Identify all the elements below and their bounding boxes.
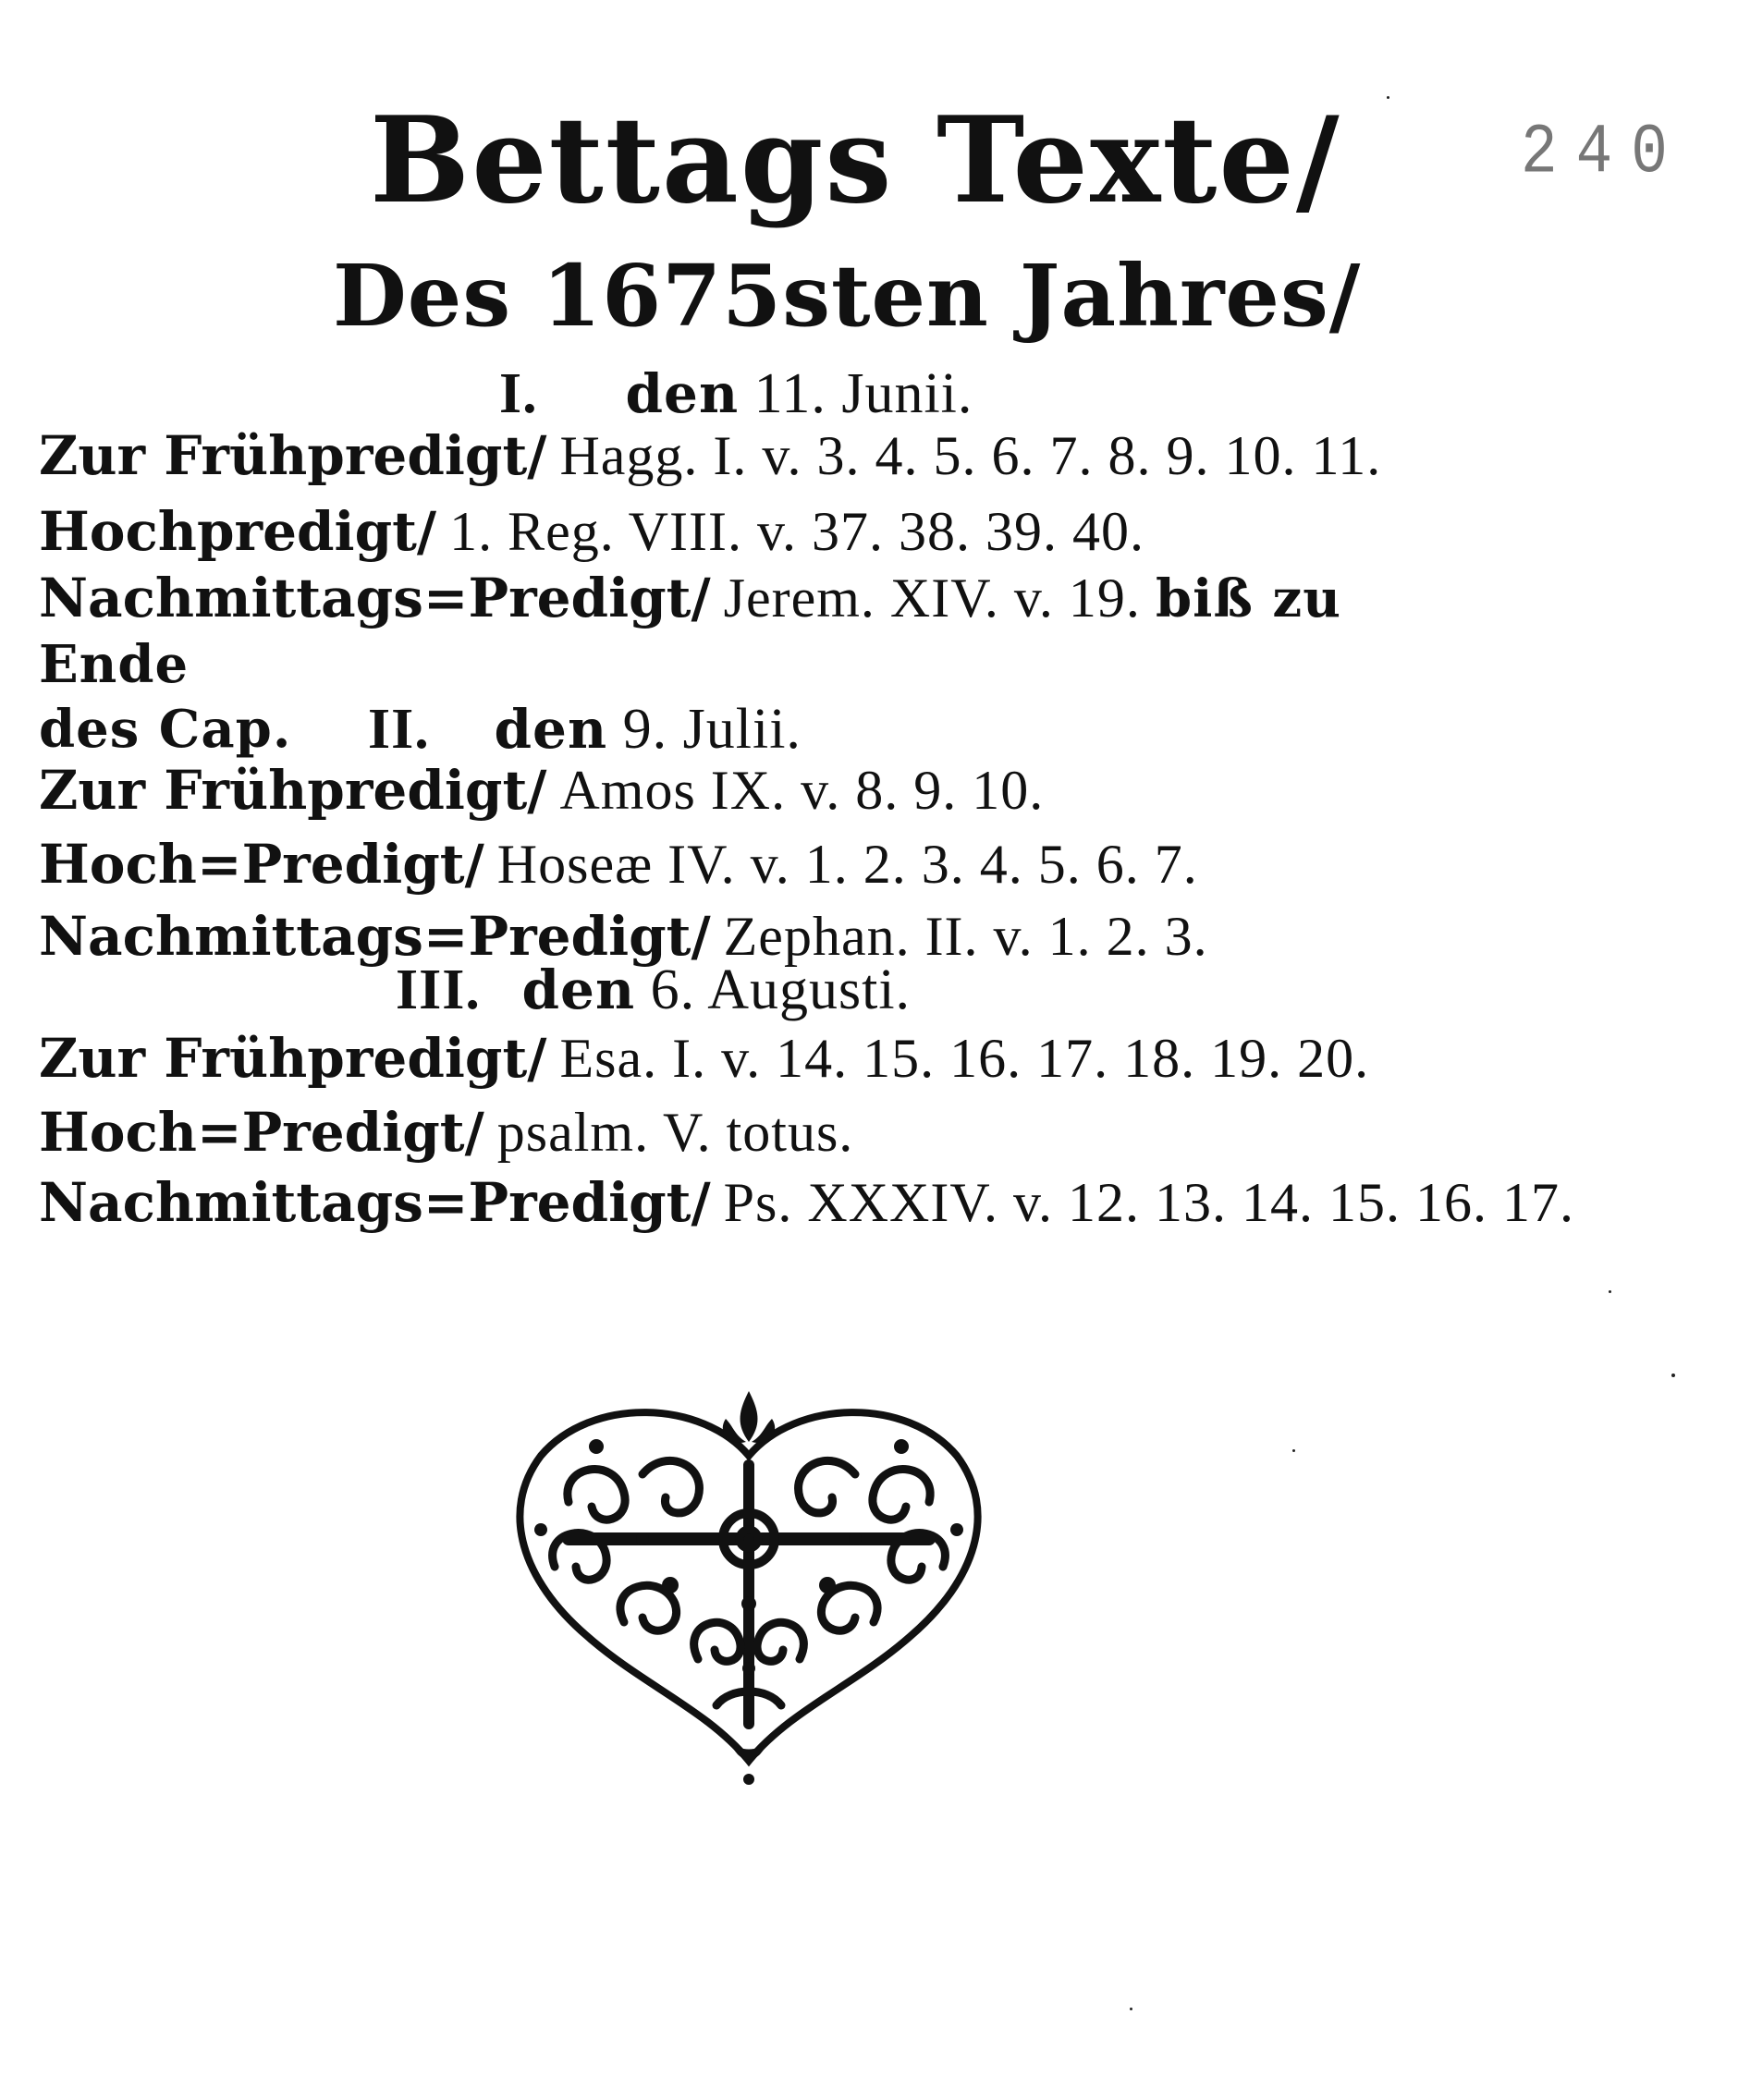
section-number: III.: [396, 958, 481, 1021]
section-number: II.: [368, 698, 430, 761]
section-number: I.: [499, 362, 538, 425]
sermon-entry: [39, 499, 1444, 565]
page-title: Bettags Texte/: [370, 92, 1341, 230]
scripture-reference: Hagg. I. v. 3. 4. 5. 6. 7. 8. 9. 10. 11.: [559, 425, 1382, 486]
sermon-label: Hoch=Predigt/: [39, 1101, 484, 1164]
sermon-entry: [39, 1170, 1575, 1236]
scripture-reference: Esa. I. v. 14. 15. 16. 17. 18. 19. 20.: [559, 1028, 1370, 1089]
page-number: 240: [1521, 113, 1686, 193]
reference-tail: biß zu Ende: [39, 568, 1341, 695]
scripture-reference: Jerem. XIV. v. 19.: [723, 568, 1141, 629]
scan-speck: [1387, 96, 1389, 99]
sermon-entry: [39, 1026, 1444, 1092]
section-date: den 11. Junii.: [625, 362, 973, 425]
scan-speck: [1609, 1290, 1611, 1293]
sermon-label: Zur Frühpredigt/: [39, 759, 547, 822]
sermon-label: Zur Frühpredigt/: [39, 424, 547, 487]
heart-shaped-scrollwork-vignette-icon: [504, 1391, 994, 1789]
scan-speck: [1130, 2008, 1132, 2010]
scan-speck: [1292, 1449, 1295, 1452]
page-subtitle: Des 1675sten Jahres/: [333, 246, 1362, 346]
sermon-entry: [39, 832, 1444, 897]
sermon-entry: [39, 423, 1444, 489]
scripture-reference: Hoseæ IV. v. 1. 2. 3. 4. 5. 6. 7.: [496, 834, 1198, 895]
sermon-label: Hoch=Predigt/: [39, 833, 484, 896]
section-heading-1: [499, 362, 973, 425]
scripture-reference: 1. Reg. VIII. v. 37. 38. 39. 40.: [449, 501, 1145, 562]
sermon-entry: [39, 758, 1444, 824]
sermon-label: Zur Frühpredigt/: [39, 1027, 547, 1090]
section-date: den 6. Augusti.: [521, 958, 912, 1021]
sermon-label: Hochpredigt/: [39, 500, 437, 563]
scripture-reference: Amos IX. v. 8. 9. 10.: [559, 760, 1045, 821]
section-heading-3: [396, 958, 912, 1021]
sermon-label: Nachmittags=Predigt/: [39, 1171, 711, 1234]
reference-continuation: des Cap.: [39, 698, 292, 760]
sermon-entry: [39, 1100, 1444, 1166]
sermon-label: Nachmittags=Predigt/: [39, 567, 711, 629]
scan-speck: [1671, 1374, 1675, 1377]
scripture-reference: Ps. XXXIV. v. 12. 13. 14. 15. 16. 17.: [723, 1172, 1575, 1233]
section-heading-2: [368, 698, 802, 761]
sermon-label: Nachmittags=Predigt/: [39, 905, 711, 968]
scripture-reference: Zephan. II. v. 1. 2. 3.: [723, 906, 1208, 967]
scripture-reference: psalm. V. totus.: [496, 1102, 854, 1163]
section-date: den 9. Julii.: [494, 698, 802, 761]
